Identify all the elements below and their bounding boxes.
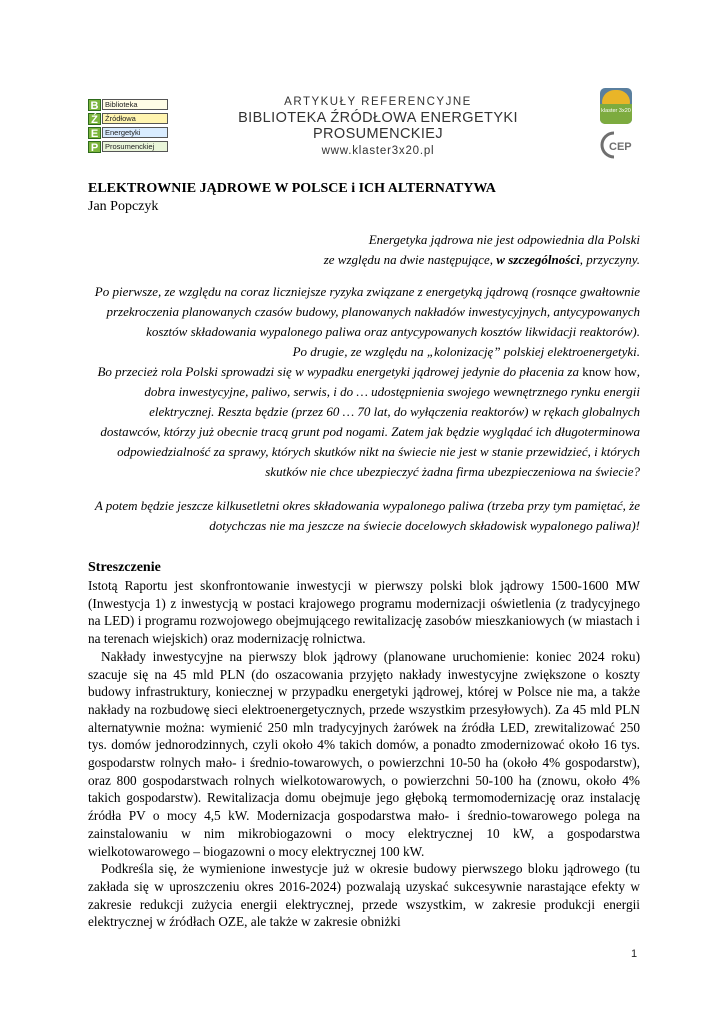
logo-letter: Ź — [88, 113, 101, 125]
logo-row — [88, 126, 168, 139]
logo-row — [88, 112, 168, 125]
klaster-logo — [600, 88, 632, 124]
logo-letter: P — [88, 141, 101, 153]
bzep-logo — [88, 98, 168, 154]
header-line-2: BIBLIOTEKA ŹRÓDŁOWA ENERGETYKI PROSUMENCKIEJ — [238, 110, 518, 142]
epigraph-paragraph: Po drugie, ze względu na „kolonizację” polskiej elektroenergetyki. — [292, 344, 640, 359]
header-line-1: ARTYKUŁY REFERENCYJNE — [284, 96, 472, 108]
header-url: www.klaster3x20.pl — [321, 145, 435, 157]
epigraph-2 — [88, 282, 640, 482]
upright-text: know how — [578, 364, 637, 379]
epigraph-line: Energetyka jądrowa nie jest odpowiednia dla Polski — [368, 232, 640, 247]
logo-letter: B — [88, 99, 101, 111]
epigraph-line: ze względu na dwie następujące, w szczególności, przyczyny. — [323, 252, 640, 267]
hill-shape — [600, 104, 632, 124]
logo-row — [88, 98, 168, 111]
document-body — [88, 180, 640, 931]
logo-word: Źródłowa — [102, 113, 168, 124]
header-title-block — [178, 96, 578, 157]
logo-word: Biblioteka — [102, 99, 168, 110]
summary-paragraph-2: Nakłady inwestycyjne na pierwszy blok jądrowy (planowane uruchomienie: koniec 2024 roku) szacuje się na 45 mld PLN (do oszacowania przyjęto nakłady inwestycyjne zwiększone o koszty budowy infrastruktury, koniecznej w przypadku energetyki jądrowej, której w Polsce nie ma, a także nakłady na rozbudowę sieci elektroenergetycznych, przede wszystkim przesyłowych). Za 45 mld PLN alternatywnie można: wymienić 250 mln tradycyjnych żarówek na źródła LED, zrewitalizować 250 tys. domów jednorodzinnych, czyli około 4% takich domów, a ponadto zmodernizować około 16 tys. gospodarstw rolnych mało- i średnio-towarowych, o powierzchni 10-50 ha (około 4% gospodarstw), oraz 800 gospodarstwach rolnych wielkotowarowych, o powierzchni 50-100 ha (znowu, około 4% takich gospodarstw). Rewitalizacja domu obejmuje jego głęboką termomodernizację oraz instalację źródła PV o mocy 4,5 kW. Modernizacja gospodarstwa mało- i średnio-towarowego polega na zainstalowaniu w nim mikrobiogazowni o mocy elektrycznej 10 kW, a gospodarstwa wielkotowarowego – biogazowni o mocy elektrycznej 100 kW. — [88, 648, 640, 859]
logo-letter: E — [88, 127, 101, 139]
klaster-logo-text: klaster 3x20 — [601, 108, 631, 114]
document-title: ELEKTROWNIE JĄDROWE W POLSCE i ICH ALTERNATYWA — [88, 181, 496, 196]
cep-logo — [598, 130, 634, 160]
logo-row — [88, 140, 168, 153]
epigraph-paragraph: A potem będzie jeszcze kilkusetletni okres składowania wypalonego paliwa (trzeba przy tym pamiętać, że dotychczas nie ma jeszcze na świecie docelowych składowisk wypalonego paliwa)! — [94, 498, 640, 533]
page-header — [88, 84, 648, 164]
summary-paragraph-1: Istotą Raportu jest skonfrontowanie inwestycji w pierwszy polski blok jądrowy 1500-1600 MW (Inwestycja 1) z inwestycją w postaci krajowego programu modernizacji oświetlenia (z tradycyjnego na LED) i programu rozwojowego obejmującego rewitalizację zasobów mieszkaniowych (w miastach i na terenach wiejskich) oraz modernizację rolnictwa. — [88, 578, 640, 647]
epigraph-1 — [88, 230, 640, 270]
epigraph-paragraph: Bo przecież rola Polski sprowadzi się w wypadku energetyki jądrowej jedynie do płacenia za know how, dobra inwestycyjne, paliwo, serwis, i do … udostępnienia swojego wewnętrznego rynku energii elektrycznej. Reszta będzie (przez 60 … 70 lat, do wyłączenia reaktorów) w rękach globalnych dostawców, którzy już obecnie tracą grunt pod nogami. Zatem jak będzie wyglądać ich długoterminowa odpowiedzialność za sprawy, których skutków nikt na świecie nie jest w stanie przewidzieć, i których skutków nie chce ubezpieczyć żadna firma ubezpieczeniowa na świecie? — [97, 364, 640, 479]
cep-logo-text: CEP — [609, 141, 632, 153]
emphasis: w szczególności — [496, 252, 580, 267]
epigraph-3 — [88, 496, 640, 536]
logo-word: Energetyki — [102, 127, 168, 138]
summary-paragraph-3: Podkreśla się, że wymienione inwestycje już w okresie budowy pierwszego bloku jądrowego (tu zakłada się w uproszczeniu okres 2016-2024) pozwalają uzyskać sukcesywnie narastające efekty w zakresie redukcji zużycia energii elektrycznej, przede wszystkim, w zakresie produkcji energii elektrycznej w źródłach OZE, ale także w zakresie obniżki — [88, 861, 640, 930]
logo-word: Prosumenckiej — [102, 141, 168, 152]
section-heading: Streszczenie — [88, 560, 161, 575]
page-number: 1 — [631, 948, 638, 960]
epigraph-paragraph: Po pierwsze, ze względu na coraz liczniejsze ryzyka związane z energetyką jądrową (rosnące gwałtownie przekroczenia planowanych czasów budowy, planowanych nakładów inwestycyjnych, antycypowanych kosztów składowania wypalonego paliwa oraz antycypowanych kosztów likwidacji reaktorów). — [94, 284, 640, 339]
author-name: Jan Popczyk — [88, 199, 159, 214]
